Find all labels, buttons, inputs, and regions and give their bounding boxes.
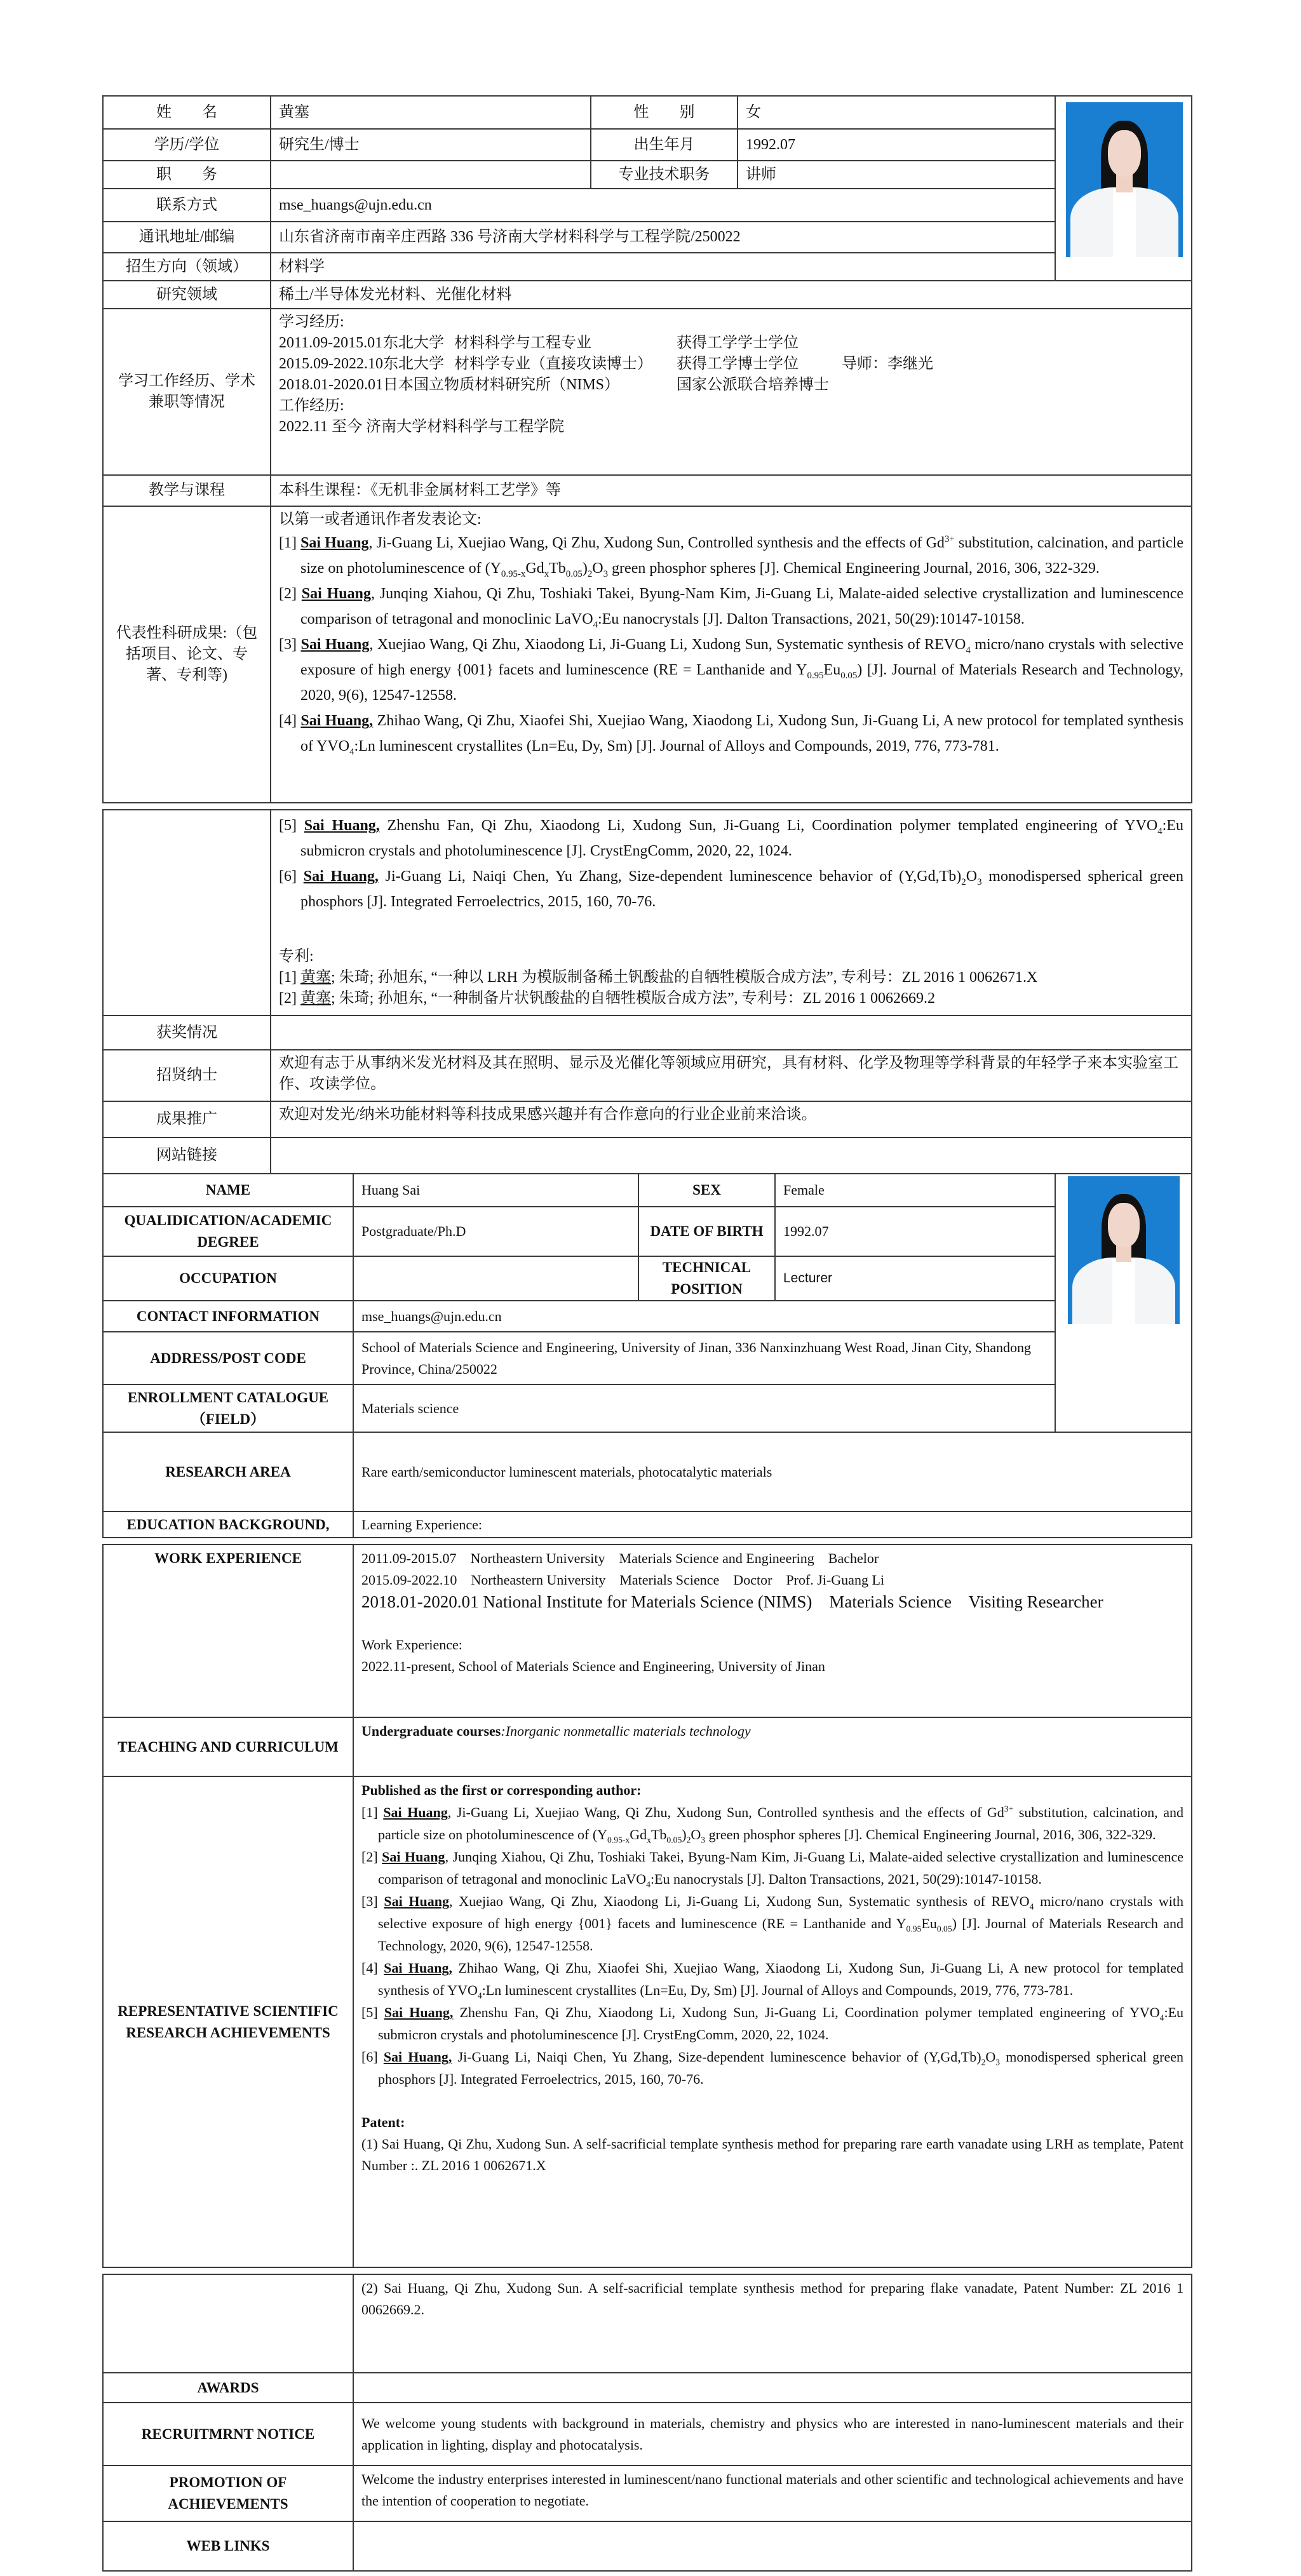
publication-text: substitution, calcination, and particle size on photoluminescence of (Y — [300, 535, 1183, 577]
publication-text: Tb — [650, 1827, 667, 1842]
study-school: 日本国立物质材料研究所（NIMS） — [383, 377, 620, 393]
recruit-value: 欢迎有志于从事纳米发光材料及其在照明、显示及光催化等领域应用研究，具有材料、化学及物理等学科背景的年轻学子来本实验室工作、攻读学位。 — [271, 1050, 1192, 1101]
patent-author: 黄塞 — [300, 969, 331, 986]
profile-photo — [1066, 102, 1183, 257]
publication-item — [279, 708, 1183, 759]
publication-text: ) [J]. Journal of Materials Research and Technology, 2020, 9(6), 12547-12558. — [378, 1915, 1183, 1954]
subscript: 2 — [686, 1835, 691, 1845]
publication-number: [6] — [361, 2049, 378, 2065]
achieve-value — [271, 506, 1192, 803]
patent-rest: ; 朱琦; 孙旭东, “一种制备片状钒酸盐的自牺牲模版合成方法”, 专利号：ZL 2016 1 0062669.2 — [330, 990, 936, 1007]
publication-text: , Ji-Guang Li, Xuejiao Wang, Qi Zhu, Xudong Sun, Controlled synthesis and the effects of Gd — [368, 535, 945, 551]
study-row — [279, 354, 1183, 375]
patent-item — [279, 988, 1183, 1009]
work-line: 2011.09-2015.07 Northeastern University Materials Science and Engineering Bachelor — [361, 1550, 879, 1566]
work-heading: 工作经历: — [279, 398, 344, 414]
subscript: 4 — [646, 1879, 650, 1889]
publication-text: , Junqing Xiahou, Qi Zhu, Toshiaki Takei, Byung-Nam Kim, Ji-Guang Li, Malate-aided selective crystallization and luminescence comparison of tetragonal and monoclinic LaVO — [300, 586, 1183, 627]
subscript: x — [647, 1835, 651, 1845]
patent-label: [1] — [279, 969, 297, 986]
publication-text: micro/nano crystals with selective exposure of high energy {001} facets and luminescence (RE = Lanthanide and Y — [300, 636, 1184, 678]
publication-text: substitution, calcination, and particle size on photoluminescence of (Y — [378, 1804, 1183, 1842]
publication-number: [6] — [279, 868, 297, 885]
subscript: 4 — [593, 619, 598, 630]
awards-label: 获奖情况 — [103, 1016, 271, 1050]
title-label: 专业技术职务 — [591, 161, 738, 189]
en-address-label: ADDRESS/POST CODE — [103, 1332, 353, 1385]
en-promo-value: Welcome the industry enterprises interested in luminescent/nano functional materials and other scientific and technological achievements and have the intention of cooperation to negotiate. — [353, 2465, 1192, 2521]
en-research-label: RESEARCH AREA — [103, 1432, 353, 1512]
teaching-course: :Inorganic nonmetallic materials technology — [501, 1723, 751, 1739]
publication-text: :Ln luminescent crystallites (Ln=Eu, Dy, Sm) [J]. Journal of Alloys and Compounds, 2019, 776, 773-781. — [482, 1982, 1074, 1998]
en-web-value — [353, 2521, 1192, 2571]
publication-author: Sai Huang — [382, 1849, 445, 1865]
publication-text: monodispersed spherical green phosphors [J]. Integrated Ferroelectrics, 2015, 160, 70-76. — [378, 2049, 1184, 2087]
research-value: 稀土/半导体发光材料、光催化材料 — [271, 281, 1192, 309]
publication-text: :Eu nanocrystals [J]. Dalton Transactions, 2021, 50(29):10147-10158. — [650, 1871, 1042, 1887]
publication-item — [361, 2001, 1183, 2046]
publication-text: ) — [582, 560, 588, 577]
en-edu-label: EDUCATION BACKGROUND, — [103, 1512, 353, 1538]
publication-text: Gd — [525, 560, 544, 577]
name-label: 姓 名 — [103, 96, 271, 129]
en-awards-label: AWARDS — [103, 2373, 353, 2403]
publication-text: Eu — [921, 1915, 937, 1931]
subscript: 2 — [981, 2057, 986, 2067]
study-extra — [842, 375, 969, 396]
publication-text: Gd — [630, 1827, 647, 1842]
birth-label: 出生年月 — [591, 129, 738, 161]
subscript: 0.05 — [936, 1924, 952, 1934]
teaching-label: 教学与课程 — [103, 475, 271, 506]
publication-author: Sai Huang, — [304, 817, 380, 834]
edu-value — [271, 309, 1192, 475]
publication-text: micro/nano crystals with selective exposure of high energy {001} facets and luminescence (RE = Lanthanide and Y — [378, 1893, 1184, 1931]
name-value: 黄塞 — [271, 96, 591, 129]
subscript: 3 — [603, 568, 609, 579]
en-profile-table-end — [102, 2274, 1192, 2572]
publication-text: Zhenshu Fan, Qi Zhu, Xiaodong Li, Xudong Sun, Ji-Guang Li, Coordination polymer templated engineering of YVO — [453, 2004, 1160, 2020]
publication-number: [4] — [361, 1960, 378, 1976]
en-degree-label: QUALIDICATION/ACADEMIC DEGREE — [103, 1207, 353, 1256]
en-patent-heading: Patent: — [361, 2114, 405, 2130]
publication-item — [361, 1846, 1183, 1890]
publication-text: :Ln luminescent crystallites (Ln=Eu, Dy, Sm) [J]. Journal of Alloys and Compounds, 2019, 776, 773-781. — [354, 738, 999, 755]
subscript: 0.05 — [565, 568, 583, 579]
teaching-prefix: Undergraduate courses — [361, 1723, 501, 1739]
publication-number: [3] — [279, 636, 297, 653]
research-label: 研究领域 — [103, 281, 271, 309]
sex-value: 女 — [738, 96, 1055, 129]
publication-number: [2] — [279, 586, 297, 602]
publication-item — [361, 2046, 1183, 2090]
work-line: 2015.09-2022.10 Northeastern University Materials Science Doctor Prof. Ji-Guang Li — [361, 1572, 884, 1588]
achieve-continued — [271, 810, 1192, 1016]
publication-number: [3] — [361, 1893, 378, 1909]
promo-value: 欢迎对发光/纳米功能材料等科技成果感兴趣并有合作意向的行业企业前来洽谈。 — [271, 1101, 1192, 1137]
publication-author: Sai Huang — [383, 1804, 448, 1820]
publication-text: monodispersed spherical green phosphors [J]. Integrated Ferroelectrics, 2015, 160, 70-76. — [300, 868, 1184, 910]
subscript: 0.05 — [840, 670, 858, 681]
address-label: 通讯地址/邮编 — [103, 222, 271, 253]
subscript: 0.05 — [666, 1835, 682, 1845]
study-heading: 学习经历: — [279, 314, 344, 330]
publication-number: [5] — [361, 2004, 378, 2020]
address-value: 山东省济南市南辛庄西路 336 号济南大学材料科学与工程学院/250022 — [271, 222, 1055, 253]
en-recruit-value: We welcome young students with background in materials, chemistry and physics who are interested in nano-luminescent materials and their application in lighting, display and photocatalysis. — [353, 2403, 1192, 2465]
en-achieve-value — [353, 1776, 1192, 2267]
contact-value: mse_huangs@ujn.edu.cn — [271, 189, 1055, 222]
en-teaching-value — [353, 1717, 1192, 1776]
en-recruit-label: RECRUITMRNT NOTICE — [103, 2403, 353, 2465]
publication-author: Sai Huang, — [384, 2004, 454, 2020]
publication-author: Sai Huang — [300, 535, 369, 551]
publication-number: [2] — [361, 1849, 378, 1865]
en-achieve-label: REPRESENTATIVE SCIENTIFIC RESEARCH ACHIEVEMENTS — [103, 1776, 353, 2267]
subscript: 4 — [966, 645, 971, 655]
en-sex-label: SEX — [638, 1174, 775, 1207]
subscript: 4 — [1029, 1902, 1034, 1912]
subscript: 0.95 — [807, 670, 824, 681]
publication-text: ) — [682, 1827, 687, 1842]
publication-number: [1] — [361, 1804, 378, 1820]
post-value — [271, 161, 591, 189]
superscript: 3+ — [1004, 1804, 1014, 1814]
study-period: 2015.09-2022.10 — [279, 356, 383, 372]
subscript: x — [544, 568, 549, 579]
study-school: 东北大学 — [383, 356, 444, 372]
subscript: 4 — [1157, 826, 1163, 836]
study-major: 材料科学与工程专业 — [454, 335, 591, 351]
patent-item — [279, 967, 1183, 988]
subscript: 2 — [961, 876, 966, 887]
en-occupation-label: OCCUPATION — [103, 1256, 353, 1301]
publication-text: ) [J]. Journal of Materials Research and Technology, 2020, 9(6), 12547-12558. — [300, 662, 1183, 704]
en-occupation-value — [353, 1256, 638, 1301]
en-birth-label: DATE OF BIRTH — [638, 1207, 775, 1256]
publication-text: green phosphor spheres [J]. Chemical Engineering Journal, 2016, 306, 322-329. — [608, 560, 1100, 577]
study-period: 2018.01-2020.01 — [279, 377, 383, 393]
publication-author: Sai Huang, — [303, 868, 379, 885]
publication-text: , Xuejiao Wang, Qi Zhu, Xiaodong Li, Ji-Guang Li, Xudong Sun, Systematic synthesis of REVO — [369, 636, 966, 653]
en-name-value: Huang Sai — [353, 1174, 638, 1207]
birth-value: 1992.07 — [738, 129, 1055, 161]
publication-text: O — [985, 2049, 996, 2065]
publication-text: Ji-Guang Li, Naiqi Chen, Yu Zhang, Size-dependent luminescence behavior of (Y,Gd,Tb) — [378, 868, 962, 885]
publication-item — [279, 632, 1183, 708]
title-value: 讲师 — [738, 161, 1055, 189]
en-publication-list — [361, 1801, 1183, 2090]
publication-text: :Eu submicron crystals and photoluminescence [J]. CrystEngComm, 2020, 22, 1024. — [378, 2004, 1184, 2043]
publication-text: O — [592, 560, 603, 577]
work-entry: 2022.11 至今 济南大学材料科学与工程学院 — [279, 419, 565, 435]
publication-text: O — [966, 868, 978, 885]
publication-author: Sai Huang — [300, 636, 370, 653]
en-research-value: Rare earth/semiconductor luminescent materials, photocatalytic materials — [353, 1432, 1192, 1512]
degree-value: 研究生/博士 — [271, 129, 591, 161]
publication-item — [279, 530, 1183, 581]
study-result: 获得工学博士学位 — [677, 356, 799, 372]
publication-author: Sai Huang, — [384, 1960, 452, 1976]
publication-item — [361, 1890, 1183, 1957]
publication-text: , Xuejiao Wang, Qi Zhu, Xiaodong Li, Ji-Guang Li, Xudong Sun, Systematic synthesis of REVO — [449, 1893, 1030, 1909]
publication-text: :Eu nanocrystals [J]. Dalton Transactions, 2021, 50(29):10147-10158. — [597, 611, 1025, 627]
en-name-label: NAME — [103, 1174, 353, 1207]
enroll-label: 招生方向（领域） — [103, 253, 271, 281]
publication-item — [279, 581, 1183, 632]
recruit-label: 招贤纳士 — [103, 1050, 271, 1101]
en-enroll-value: Materials science — [353, 1385, 1055, 1432]
publication-text: Eu — [823, 662, 841, 678]
contact-label: 联系方式 — [103, 189, 271, 222]
subscript: 4 — [1159, 2013, 1164, 2023]
publication-item — [279, 864, 1183, 915]
study-result: 获得工学学士学位 — [677, 335, 799, 351]
publication-author: Sai Huang, — [300, 713, 374, 729]
superscript: 3+ — [944, 534, 955, 544]
work-line: 2018.01-2020.01 National Institute for Materials Science (NIMS) Materials Science Visiting Researcher — [361, 1592, 1103, 1611]
study-school: 东北大学 — [383, 335, 444, 351]
publication-text: Tb — [549, 560, 566, 577]
publication-list — [279, 813, 1183, 915]
en-address-value: School of Materials Science and Engineering, University of Jinan, 336 Nanxinzhuang West Road, Jinan City, Shandong Province, China/250022 — [353, 1332, 1055, 1385]
study-row — [279, 375, 1183, 396]
patent-heading: 专利: — [279, 948, 314, 965]
en-tech-value: Lecturer — [775, 1256, 1055, 1301]
en-pub-heading: Published as the first or corresponding author: — [361, 1782, 642, 1798]
publication-author: Sai Huang — [301, 586, 371, 602]
en-tech-label: TECHNICAL POSITION — [638, 1256, 775, 1301]
web-label: 网站链接 — [103, 1137, 271, 1174]
achieve-label: 代表性科研成果:（包括项目、论文、专著、专利等) — [103, 506, 271, 803]
study-rows — [279, 333, 1183, 396]
sex-label: 性 别 — [591, 96, 738, 129]
degree-label: 学历/学位 — [103, 129, 271, 161]
en-promo-label: PROMOTION OF ACHIEVEMENTS — [103, 2465, 353, 2521]
publication-text: green phosphor spheres [J]. Chemical Engineering Journal, 2016, 306, 322-329. — [705, 1827, 1156, 1842]
patent-list — [279, 967, 1183, 1009]
patent-rest: ; 朱琦; 孙旭东, “一种以 LRH 为模版制备稀土钒酸盐的自牺牲模版合成方法”, 专利号：ZL 2016 1 0062671.X — [330, 969, 1038, 986]
teaching-value: 本科生课程：《无机非金属材料工艺学》等 — [271, 475, 1192, 506]
publication-list — [279, 530, 1183, 759]
subscript: 3 — [977, 876, 982, 887]
publication-text: Zhenshu Fan, Qi Zhu, Xiaodong Li, Xudong Sun, Ji-Guang Li, Coordination polymer templated engineering of YVO — [379, 817, 1158, 834]
study-row — [279, 333, 1183, 354]
en-work-entry: 2022.11-present, School of Materials Science and Engineering, University of Jinan — [361, 1658, 825, 1674]
en-awards-value — [353, 2373, 1192, 2403]
en-patent-2: (2) Sai Huang, Qi Zhu, Xudong Sun. A self-sacrificial template synthesis method for preparing flake vanadate, Patent Number: ZL 2016 1 0062669.2. — [353, 2274, 1192, 2373]
en-degree-value: Postgraduate/Ph.D — [353, 1207, 638, 1256]
en-birth-value: 1992.07 — [775, 1207, 1055, 1256]
subscript: 0.95 — [906, 1924, 922, 1934]
en-enroll-label: ENROLLMENT CATALOGUE（FIELD） — [103, 1385, 353, 1432]
publication-number: [1] — [279, 535, 297, 551]
en-edu-value: Learning Experience: — [353, 1512, 1192, 1538]
en-work-value — [353, 1545, 1192, 1717]
study-extra: 导师：李继光 — [842, 356, 933, 372]
en-sex-value: Female — [775, 1174, 1055, 1207]
study-extra — [842, 333, 969, 354]
en-web-label: WEB LINKS — [103, 2521, 353, 2571]
en-profile-table — [102, 1173, 1192, 1538]
publication-text: :Eu submicron crystals and photoluminescence [J]. CrystEngComm, 2020, 22, 1024. — [300, 817, 1183, 859]
achieve-continued-label — [103, 810, 271, 1016]
publication-text: , Ji-Guang Li, Xuejiao Wang, Qi Zhu, Xudong Sun, Controlled synthesis and the effects of Gd — [447, 1804, 1004, 1820]
publication-item — [361, 1957, 1183, 2001]
subscript: 4 — [349, 746, 354, 757]
en-contact-label: CONTACT INFORMATION — [103, 1301, 353, 1332]
study-period: 2011.09-2015.01 — [279, 335, 383, 351]
patent-author: 黄塞 — [300, 990, 331, 1007]
publication-author: Sai Huang — [384, 1893, 450, 1909]
publication-item — [279, 813, 1183, 864]
publication-item — [361, 1801, 1183, 1846]
post-label: 职 务 — [103, 161, 271, 189]
publication-number: [4] — [279, 713, 297, 729]
publication-text: Zhihao Wang, Qi Zhu, Xiaofei Shi, Xuejiao Wang, Xiaodong Li, Xudong Sun, Ji-Guang Li, A new protocol for templated synthesis of YVO — [378, 1960, 1183, 1998]
awards-value — [271, 1016, 1192, 1050]
subscript: 0.95-x — [501, 568, 526, 579]
cn-profile-table-continued — [102, 809, 1192, 1174]
en-work-label: WORK EXPERIENCE — [103, 1545, 353, 1717]
study-result: 国家公派联合培养博士 — [677, 377, 829, 393]
edu-label: 学习工作经历、学术兼职等情况 — [103, 309, 271, 475]
subscript: 0.95-x — [607, 1835, 630, 1845]
web-value — [271, 1137, 1192, 1174]
patent-label: [2] — [279, 990, 297, 1007]
subscript: 3 — [701, 1835, 706, 1845]
publication-number: [5] — [279, 817, 297, 834]
study-major: 材料学专业（直接攻读博士） — [454, 356, 652, 372]
publication-text: Zhihao Wang, Qi Zhu, Xiaofei Shi, Xuejiao Wang, Xiaodong Li, Xudong Sun, Ji-Guang Li, A new protocol for templated synthesis of YVO — [300, 713, 1184, 755]
cn-profile-table — [102, 95, 1192, 803]
pub-heading: 以第一或者通讯作者发表论文: — [279, 511, 482, 528]
en-contact-value: mse_huangs@ujn.edu.cn — [353, 1301, 1055, 1332]
en-patent-1: (1) Sai Huang, Qi Zhu, Xudong Sun. A self-sacrificial template synthesis method for preparing rare earth vanadate using LRH as template, Patent Number :. ZL 2016 1 0062671.X — [361, 2136, 1183, 2173]
en-patent-continued-label — [103, 2274, 353, 2373]
subscript: 4 — [477, 1990, 482, 2001]
promo-label: 成果推广 — [103, 1101, 271, 1137]
en-work-heading: Work Experience: — [361, 1637, 462, 1653]
subscript: 2 — [587, 568, 593, 579]
en-profile-photo — [1068, 1176, 1180, 1324]
enroll-value: 材料学 — [271, 253, 1055, 281]
en-teaching-label: TEACHING AND CURRICULUM — [103, 1717, 353, 1776]
subscript: 3 — [995, 2057, 1001, 2067]
publication-text: O — [691, 1827, 701, 1842]
en-profile-table-continued — [102, 1544, 1192, 2268]
publication-author: Sai Huang, — [383, 2049, 452, 2065]
publication-text: Ji-Guang Li, Naiqi Chen, Yu Zhang, Size-dependent luminescence behavior of (Y,Gd,Tb) — [452, 2049, 981, 2065]
publication-text: , Junqing Xiahou, Qi Zhu, Toshiaki Takei, Byung-Nam Kim, Ji-Guang Li, Malate-aided selective crystallization and luminescence comparison of tetragonal and monoclinic LaVO — [378, 1849, 1184, 1887]
